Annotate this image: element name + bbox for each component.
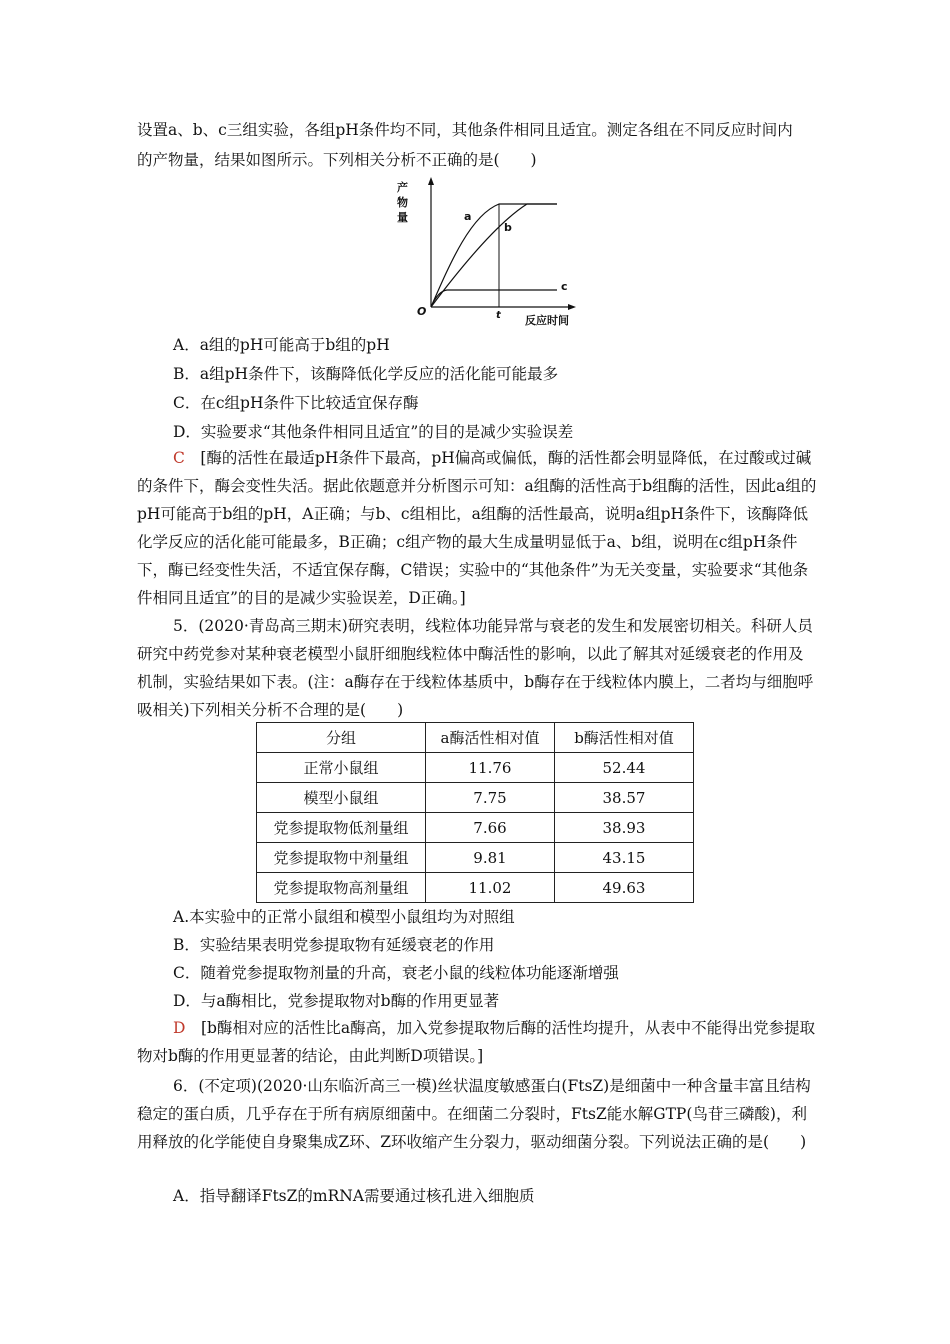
q4-option-d: D．实验要求“其他条件相同且适宜”的目的是减少实验误差 [173, 423, 574, 441]
q4-option-b: B．a组pH条件下，该酶降低化学反应的活化能可能最多 [173, 365, 559, 383]
q5-option-b: B．实验结果表明党参提取物有延缓衰老的作用 [173, 936, 495, 954]
y-label-1: 产 [397, 181, 408, 194]
table-header-cell: b酶活性相对值 [555, 723, 694, 753]
curve-c-label: c [561, 280, 568, 293]
q5-option-c: C．随着党参提取物剂量的升高，衰老小鼠的线粒体功能逐渐增强 [173, 964, 619, 982]
table-cell: 49.63 [555, 873, 694, 903]
table-cell: 9.81 [426, 843, 555, 873]
table-cell: 7.75 [426, 783, 555, 813]
q4-stem-line2: 的产物量，结果如图所示。下列相关分析不正确的是( ) [137, 151, 537, 169]
table-cell: 38.57 [555, 783, 694, 813]
q6-option-a: A．指导翻译FtsZ的mRNA需要通过核孔进入细胞质 [173, 1187, 535, 1205]
curve-c [431, 290, 557, 307]
table-row [257, 753, 694, 783]
table-cell: 38.93 [555, 813, 694, 843]
table-row [257, 813, 694, 843]
table-header-cell: 分组 [257, 723, 426, 753]
q4-answer-letter: C [173, 449, 185, 467]
y-label-2: 物 [397, 196, 408, 209]
table-cell: 11.02 [426, 873, 555, 903]
q5-explanation-block [137, 1014, 817, 1070]
table-cell: 正常小鼠组 [257, 753, 426, 783]
q4-explanation: [酶的活性在最适pH条件下最高，pH偏高或偏低，酶的活性都会明显降低，在过酸或过碱的条件下，酶会变性失活。据此依题意并分析图示可知：a组酶的活性高于b组酶的活性，因此a组的pH可能高于b组的pH，A正确；与b、c组相比，a组酶的活性最高，说明a组pH条件下，该酶降低化学反应的活化能可能最多，B正确；c组产物的最大生成量明显低于a、b组，说明在c组pH条件下，酶已经变性失活，不适宜保存酶，C错误；实验中的“其他条件”为无关变量，实验要求“其他条件相同且适宜”的目的是减少实验误差，D正确。] [137, 449, 817, 607]
table-cell: 43.15 [555, 843, 694, 873]
q5-option-a: A.本实验中的正常小鼠组和模型小鼠组均为对照组 [173, 908, 515, 926]
table-row [257, 783, 694, 813]
enzyme-activity-table [256, 722, 694, 903]
table-cell: 党参提取物高剂量组 [257, 873, 426, 903]
q4-option-a: A．a组的pH可能高于b组的pH [173, 336, 390, 354]
table-header-row [257, 723, 694, 753]
y-label-3: 量 [397, 211, 408, 224]
x-axis-label: 反应时间 [525, 314, 569, 327]
origin-label: O [417, 305, 427, 318]
t-label: t [496, 310, 501, 321]
table-cell: 11.76 [426, 753, 555, 783]
curve-a [431, 204, 557, 307]
q5-answer-letter: D [173, 1019, 186, 1037]
table-cell: 党参提取物低剂量组 [257, 813, 426, 843]
curve-b [431, 204, 557, 307]
table-cell: 模型小鼠组 [257, 783, 426, 813]
q4-explanation-block [137, 444, 817, 612]
curve-b-label: b [504, 221, 512, 234]
x-axis-arrow [568, 304, 576, 310]
q6-stem: 6．(不定项)(2020·山东临沂高三一模)丝状温度敏感蛋白(FtsZ)是细菌中一种含量丰富且结构稳定的蛋白质，几乎存在于所有病原细菌中。在细菌二分裂时，FtsZ能水解GTP(鸟苷三磷酸)，利用释放的化学能使自身聚集成Z环、Z环收缩产生分裂力，驱动细菌分裂。下列说法正确的是( ) [137, 1077, 811, 1151]
table-row [257, 843, 694, 873]
q5-option-d: D．与a酶相比，党参提取物对b酶的作用更显著 [173, 992, 500, 1010]
q5-stem: 5．(2020·青岛高三期末)研究表明，线粒体功能异常与衰老的发生和发展密切相关。科研人员研究中药党参对某种衰老模型小鼠肝细胞线粒体中酶活性的影响，以此了解其对延缓衰老的作用及机制，实验结果如下表。(注：a酶存在于线粒体基质中，b酶存在于线粒体内膜上，二者均与细胞呼吸相关)下列相关分析不合理的是( ) [137, 617, 814, 719]
table-cell: 党参提取物中剂量组 [257, 843, 426, 873]
curve-a-label: a [464, 210, 472, 223]
product-time-graph [385, 175, 595, 335]
q4-stem-line1: 设置a、b、c三组实验，各组pH条件均不同，其他条件相同且适宜。测定各组在不同反应时间内 [137, 121, 793, 139]
table-header-cell: a酶活性相对值 [426, 723, 555, 753]
y-axis-arrow [428, 177, 434, 185]
table-row [257, 873, 694, 903]
table-cell: 52.44 [555, 753, 694, 783]
q5-explanation: [b酶相对应的活性比a酶高，加入党参提取物后酶的活性均提升，从表中不能得出党参提取物对b酶的作用更显著的结论，由此判断D项错误。] [137, 1019, 816, 1065]
q4-option-c: C．在c组pH条件下比较适宜保存酶 [173, 394, 419, 412]
table-cell: 7.66 [426, 813, 555, 843]
